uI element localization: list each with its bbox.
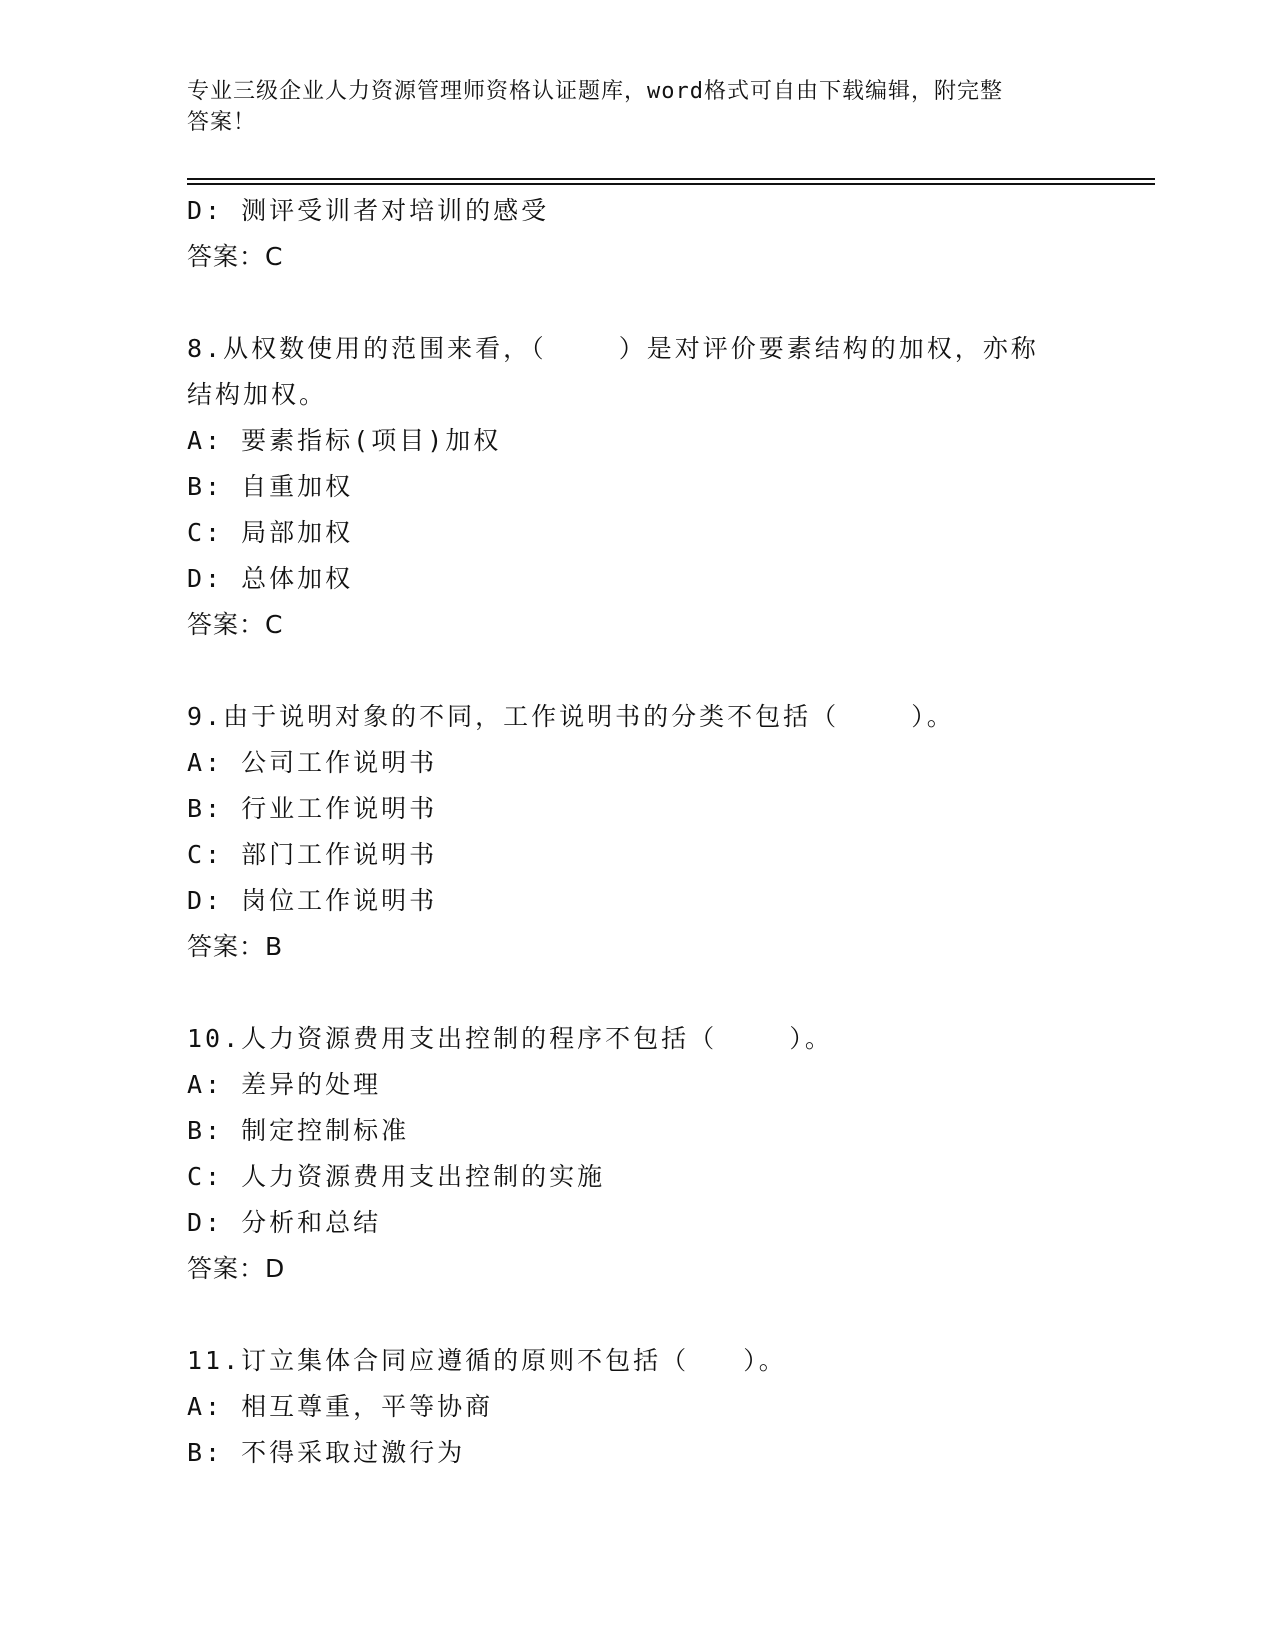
answer-line: 答案：C <box>187 242 284 271</box>
spacer <box>187 648 1087 694</box>
option-c <box>187 510 1087 556</box>
question-stem: 8.从权数使用的范围来看，（ ）是对评价要素结构的加权，亦称 <box>187 334 1039 363</box>
option-label: C: <box>187 840 224 869</box>
option-label: B: <box>187 472 224 501</box>
question-10 <box>187 1016 1087 1292</box>
option-label: B: <box>187 1438 224 1467</box>
question-stem: 9.由于说明对象的不同，工作说明书的分类不包括（ ）。 <box>187 702 955 731</box>
partial-question <box>187 188 1087 280</box>
option-text: 差异的处理 <box>241 1070 382 1099</box>
spacer <box>187 1292 1087 1338</box>
option-text: 人力资源费用支出控制的实施 <box>241 1162 606 1191</box>
option-text: 局部加权 <box>241 518 354 547</box>
option-label: C: <box>187 518 224 547</box>
option-text: 部门工作说明书 <box>241 840 438 869</box>
question-stem: 10.人力资源费用支出控制的程序不包括（ ）。 <box>187 1024 833 1053</box>
option-a <box>187 740 1087 786</box>
option-text: 制定控制标准 <box>241 1116 410 1145</box>
option-d <box>187 878 1087 924</box>
option-d <box>187 556 1087 602</box>
option-label: A: <box>187 748 224 777</box>
option-d <box>187 188 1087 234</box>
answer-line: 答案：B <box>187 932 284 961</box>
option-label: D: <box>187 1208 224 1237</box>
option-label: C: <box>187 1162 224 1191</box>
document-header <box>187 76 1087 138</box>
option-label: A: <box>187 426 224 455</box>
option-b <box>187 786 1087 832</box>
header-divider-top <box>187 178 1155 180</box>
header-line-2: 答案！ <box>187 110 257 135</box>
question-stem: 11.订立集体合同应遵循的原则不包括（ ）。 <box>187 1346 787 1375</box>
option-label: D: <box>187 196 224 225</box>
question-stem-continued: 结构加权。 <box>187 380 328 409</box>
header-line-1: 专业三级企业人力资源管理师资格认证题库，word格式可自由下载编辑，附完整 <box>187 79 1003 104</box>
option-label: B: <box>187 794 224 823</box>
answer-line: 答案：C <box>187 610 284 639</box>
question-list <box>187 188 1087 1476</box>
answer-line: 答案：D <box>187 1254 286 1283</box>
option-a <box>187 1384 1087 1430</box>
option-b <box>187 464 1087 510</box>
option-text: 自重加权 <box>241 472 354 501</box>
spacer <box>187 280 1087 326</box>
option-label: A: <box>187 1070 224 1099</box>
spacer <box>187 970 1087 1016</box>
option-text: 行业工作说明书 <box>241 794 438 823</box>
option-text: 要素指标(项目)加权 <box>241 426 502 455</box>
option-label: B: <box>187 1116 224 1145</box>
header-divider-bottom <box>187 183 1155 185</box>
option-text: 分析和总结 <box>241 1208 382 1237</box>
option-c <box>187 832 1087 878</box>
option-b <box>187 1108 1087 1154</box>
option-a <box>187 418 1087 464</box>
option-c <box>187 1154 1087 1200</box>
question-9 <box>187 694 1087 970</box>
option-label: D: <box>187 886 224 915</box>
option-text: 测评受训者对培训的感受 <box>241 196 550 225</box>
option-text: 不得采取过激行为 <box>241 1438 466 1467</box>
option-text: 公司工作说明书 <box>241 748 438 777</box>
option-label: A: <box>187 1392 224 1421</box>
question-8 <box>187 326 1087 648</box>
option-d <box>187 1200 1087 1246</box>
option-text: 相互尊重，平等协商 <box>241 1392 494 1421</box>
option-text: 总体加权 <box>241 564 354 593</box>
option-text: 岗位工作说明书 <box>241 886 438 915</box>
option-label: D: <box>187 564 224 593</box>
option-b <box>187 1430 1087 1476</box>
question-11 <box>187 1338 1087 1476</box>
option-a <box>187 1062 1087 1108</box>
